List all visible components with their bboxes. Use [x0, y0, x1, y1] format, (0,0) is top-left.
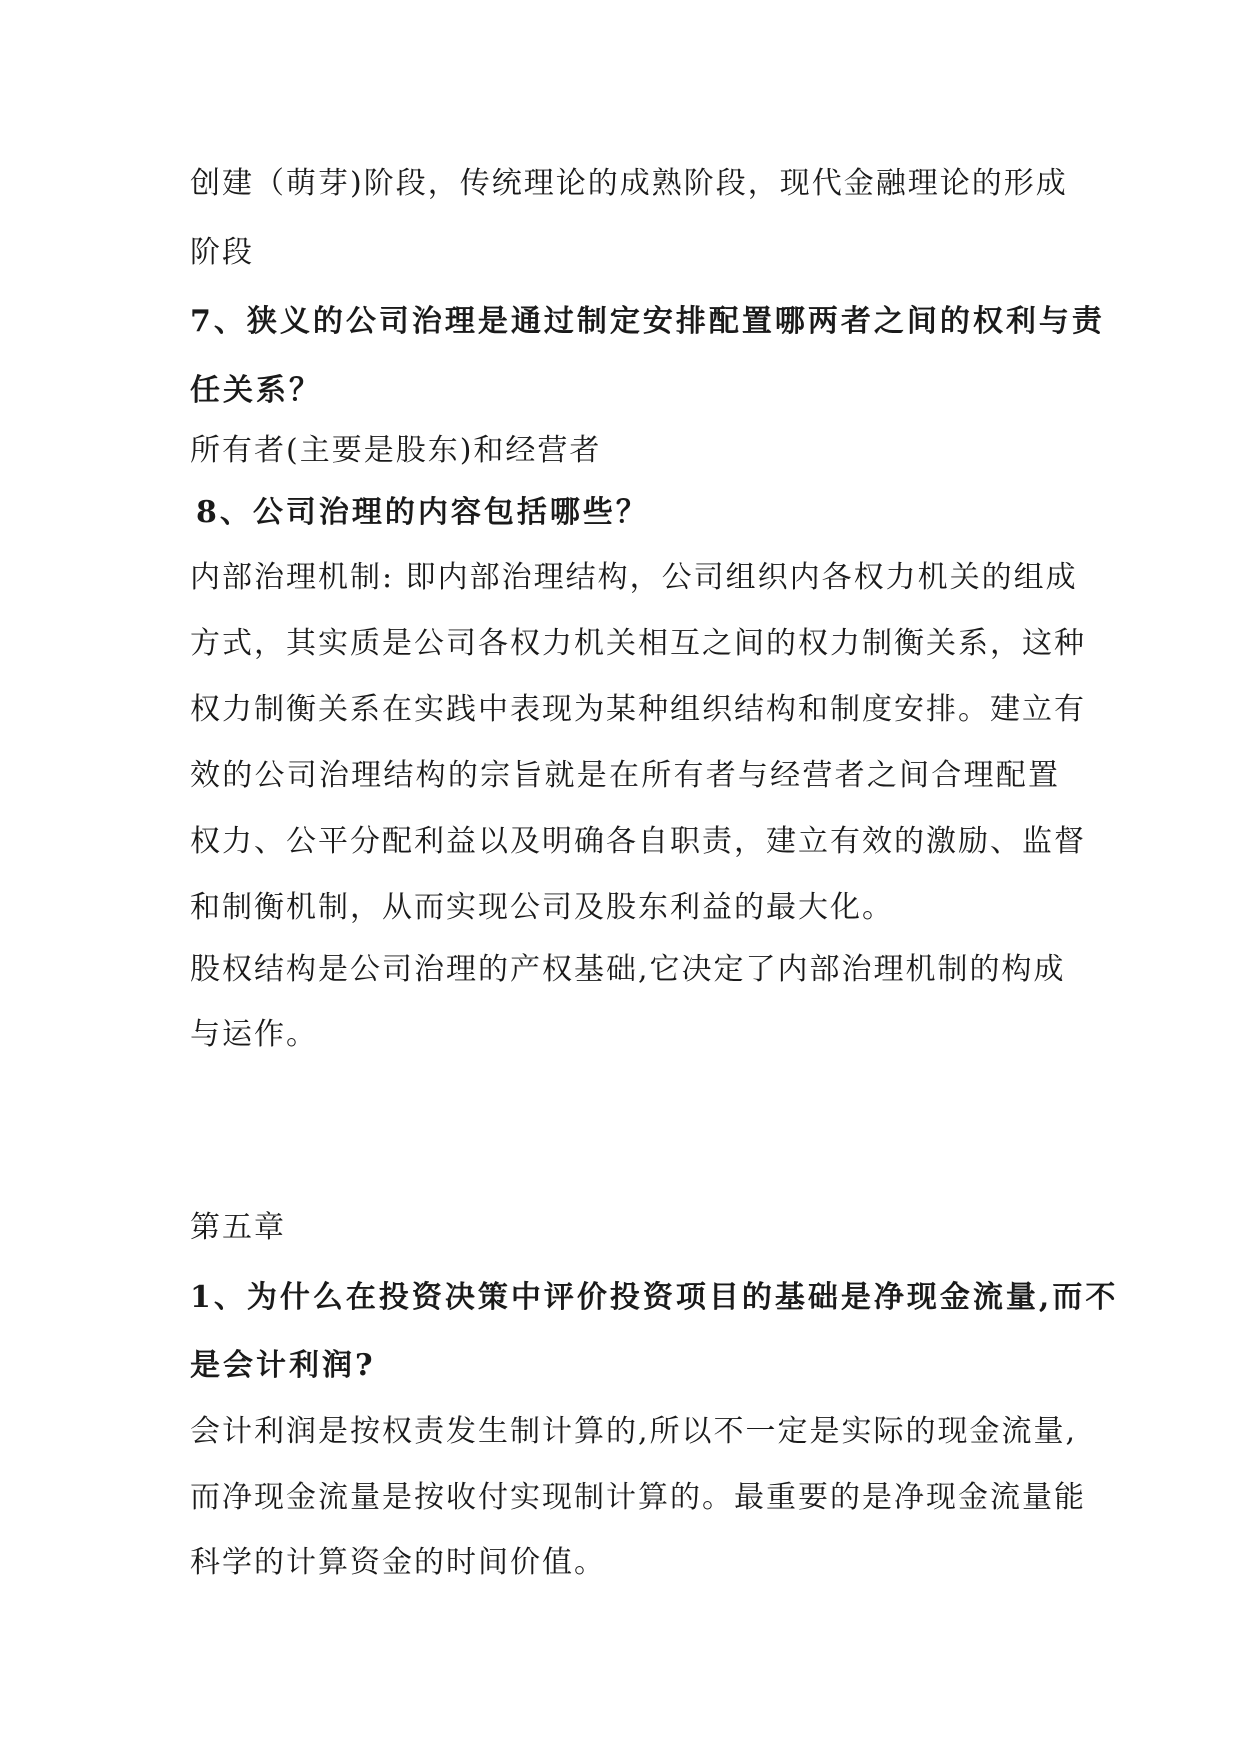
chapter-heading: 第五章 — [190, 1210, 286, 1245]
question-heading: 任关系？ — [190, 373, 322, 408]
answer-line: 方式，其实质是公司各权力机关相互之间的权力制衡关系，这种 — [190, 626, 1086, 661]
answer-line: 效的公司治理结构的宗旨就是在所有者与经营者之间合理配置 — [190, 758, 1060, 793]
answer-line: 创建（萌芽)阶段，传统理论的成熟阶段，现代金融理论的形成 — [190, 166, 1068, 201]
question-heading: 8、公司治理的内容包括哪些？ — [196, 495, 649, 530]
question-heading: 是会计利润? — [190, 1348, 376, 1383]
answer-line: 科学的计算资金的时间价值。 — [190, 1545, 606, 1580]
answer-line: 内部治理机制: 即内部治理结构，公司组织内各权力机关的组成 — [190, 560, 1078, 595]
answer-line: 与运作。 — [190, 1017, 318, 1052]
answer-line: 权力、公平分配利益以及明确各自职责，建立有效的激励、监督 — [190, 824, 1086, 859]
answer-line: 而净现金流量是按收付实现制计算的。最重要的是净现金流量能 — [190, 1480, 1086, 1515]
question-heading: 1、为什么在投资决策中评价投资项目的基础是净现金流量,而不 — [190, 1280, 1119, 1315]
answer-line: 所有者(主要是股东)和经营者 — [190, 433, 602, 468]
answer-line: 阶段 — [190, 235, 254, 270]
answer-line: 权力制衡关系在实践中表现为某种组织结构和制度安排。建立有 — [190, 692, 1086, 727]
answer-line: 会计利润是按权责发生制计算的,所以不一定是实际的现金流量, — [190, 1414, 1078, 1449]
answer-line: 和制衡机制，从而实现公司及股东利益的最大化。 — [190, 890, 894, 925]
question-heading: 7、狭义的公司治理是通过制定安排配置哪两者之间的权利与责 — [190, 304, 1105, 339]
answer-line: 股权结构是公司治理的产权基础,它决定了内部治理机制的构成 — [190, 952, 1066, 987]
